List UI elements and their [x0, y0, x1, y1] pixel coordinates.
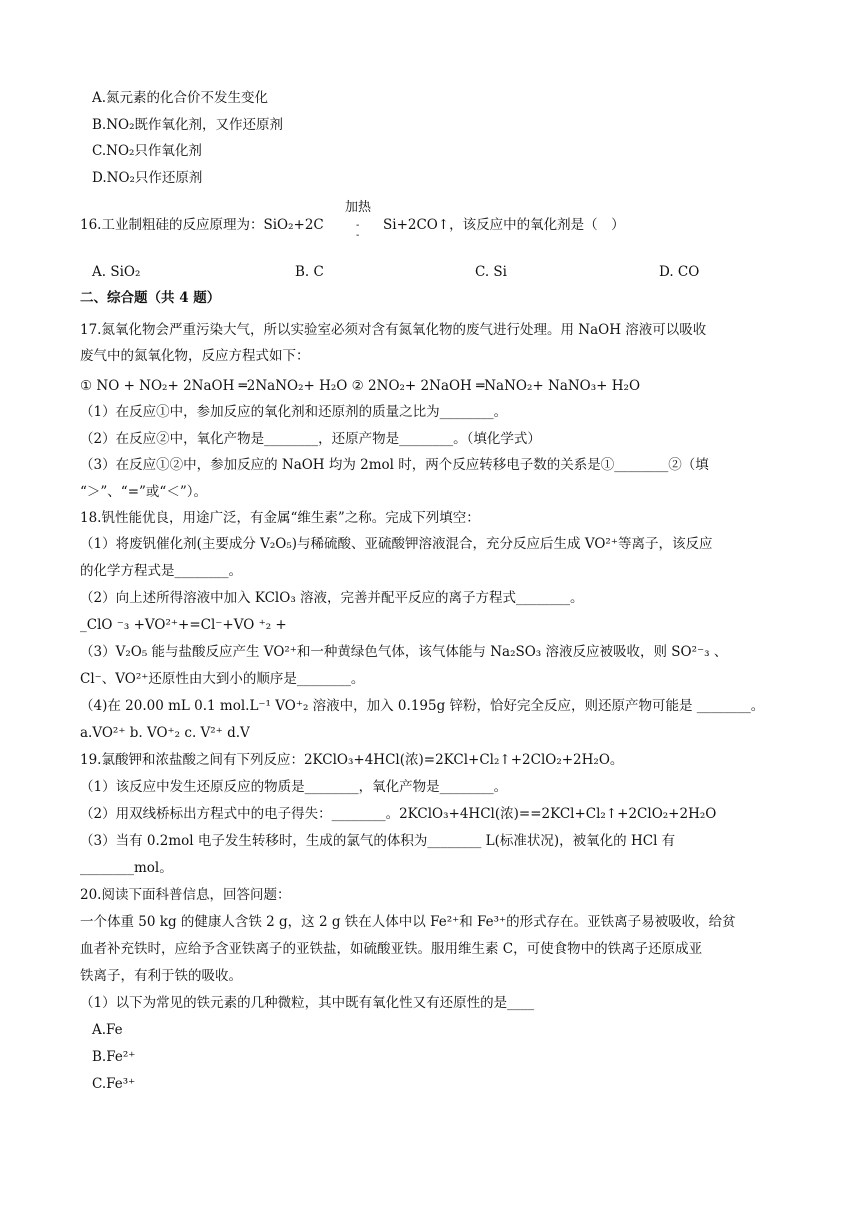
q18-part-3b: Cl⁻、VO²⁺还原性由大到小的顺序是________。 — [80, 671, 365, 687]
q15-option-a: A.氮元素的化合价不发生变化 — [92, 90, 269, 106]
q17-part-3b: “＞”、“=”或“＜”）。 — [80, 484, 207, 500]
q16-option-b: B. C — [295, 264, 324, 280]
q18-part-4-options: a.VO²⁺ b. VO⁺₂ c. V²⁺ d.V — [80, 725, 250, 741]
q17-equations: ① NO + NO₂+ 2NaOH ═2NaNO₂+ H₂O ② 2NO₂+ 2NaOH ═NaNO₂+ NaNO₃+ H₂O — [80, 378, 641, 394]
q16-stem-pre: 16.工业制粗硅的反应原理为：SiO₂+2C — [80, 217, 324, 233]
q18-ionic-equation: _ClO ⁻₃ +VO²⁺+=Cl⁻+VO ⁺₂ + — [80, 617, 287, 633]
q16-option-d: D. CO — [659, 264, 700, 280]
q20-option-a: A.Fe — [92, 1022, 123, 1038]
q17-stem-2: 废气中的氮氧化物，反应方程式如下： — [80, 348, 310, 364]
q18-part-3a: （3）V₂O₅ 能与盐酸反应产生 VO²⁺和一种黄绿色气体，该气体能与 Na₂SO₃ 溶液反应被吸收，则 SO²⁻₃ 、 — [80, 644, 728, 660]
q20-text-2: 血者补充铁时，应给予含亚铁离子的亚铁盐，如硫酸亚铁。服用维生素 C，可使食物中的铁离子还原成亚 — [80, 941, 703, 957]
q20-stem: 20.阅读下面科普信息，回答问题： — [80, 887, 291, 903]
q19-part-3a: （3）当有 0.2mol 电子发生转移时，生成的氯气的体积为________ L(标准状况)，被氧化的 HCl 有 — [80, 833, 676, 849]
q19-stem: 19.氯酸钾和浓盐酸之间有下列反应：2KClO₃+4HCl(浓)=2KCl+Cl₂↑+2ClO₂+2H₂O。 — [80, 752, 624, 768]
q18-part-2: （2）向上述所得溶液中加入 KClO₃ 溶液，完善并配平反应的离子方程式________。 — [80, 590, 584, 606]
q20-text-1: 一个体重 50 kg 的健康人含铁 2 g，这 2 g 铁在人体中以 Fe²⁺和 Fe³⁺的形式存在。亚铁离子易被吸收，给贫 — [80, 914, 736, 930]
q16-stem-post: Si+2CO↑，该反应中的氧化剂是（ ） — [383, 217, 625, 233]
q16-option-c: C. Si — [475, 264, 507, 280]
q19-part-1: （1）该反应中发生还原反应的物质是________，氧化产物是________。 — [80, 779, 508, 795]
q20-part-1: （1）以下为常见的铁元素的几种微粒，其中既有氧化性又有还原性的是____ — [80, 995, 535, 1011]
q18-part-1a: （1）将废钒催化剂(主要成分 V₂O₅)与稀硫酸、亚硫酸钾溶液混合，充分反应后生成 VO²⁺等离子，该反应 — [80, 536, 713, 552]
q15-option-c: C.NO₂只作氧化剂 — [92, 143, 202, 159]
q15-option-d: D.NO₂只作还原剂 — [92, 170, 203, 186]
q18-stem: 18.钒性能优良，用途广泛，有金属“维生素”之称。完成下列填空： — [80, 510, 480, 526]
q18-part-4: （4)在 20.00 mL 0.1 mol.L⁻¹ VO⁺₂ 溶液中，加入 0.195g 锌粉，恰好完全反应，则还原产物可能是 ________。 — [80, 698, 765, 714]
q15-option-b: B.NO₂既作氧化剂，又作还原剂 — [92, 117, 284, 133]
q16-arrow-mark-2: - — [356, 230, 360, 241]
q19-part-3b: ________mol。 — [80, 860, 173, 876]
q17-stem-1: 17.氮氧化物会严重污染大气，所以实验室必须对含有氮氧化物的废气进行处理。用 NaOH 溶液可以吸收 — [80, 322, 707, 338]
q17-part-2: （2）在反应②中，氧化产物是________，还原产物是________。（填化学式） — [80, 431, 541, 447]
q16-option-a: A. SiO₂ — [92, 264, 141, 280]
q20-text-3: 铁离子，有利于铁的吸收。 — [80, 968, 242, 984]
q20-option-b: B.Fe²⁺ — [92, 1049, 136, 1065]
q16-condition-heat: 加热 — [345, 200, 372, 215]
q16-arrow-mark: - — [356, 220, 360, 231]
q19-part-2: （2）用双线桥标出方程式中的电子得失：________。2KClO₃+4HCl(浓)==2KCl+Cl₂↑+2ClO₂+2H₂O — [80, 806, 717, 822]
q20-option-c: C.Fe³⁺ — [92, 1076, 136, 1092]
section-heading: 二、综合题（共 4 题） — [80, 290, 221, 306]
q17-part-1: （1）在反应①中，参加反应的氧化剂和还原剂的质量之比为________。 — [80, 404, 508, 420]
q17-part-3a: （3）在反应①②中，参加反应的 NaOH 均为 2mol 时，两个反应转移电子数的关系是①________②（填 — [80, 457, 709, 473]
q18-part-1b: 的化学方程式是________。 — [80, 563, 242, 579]
